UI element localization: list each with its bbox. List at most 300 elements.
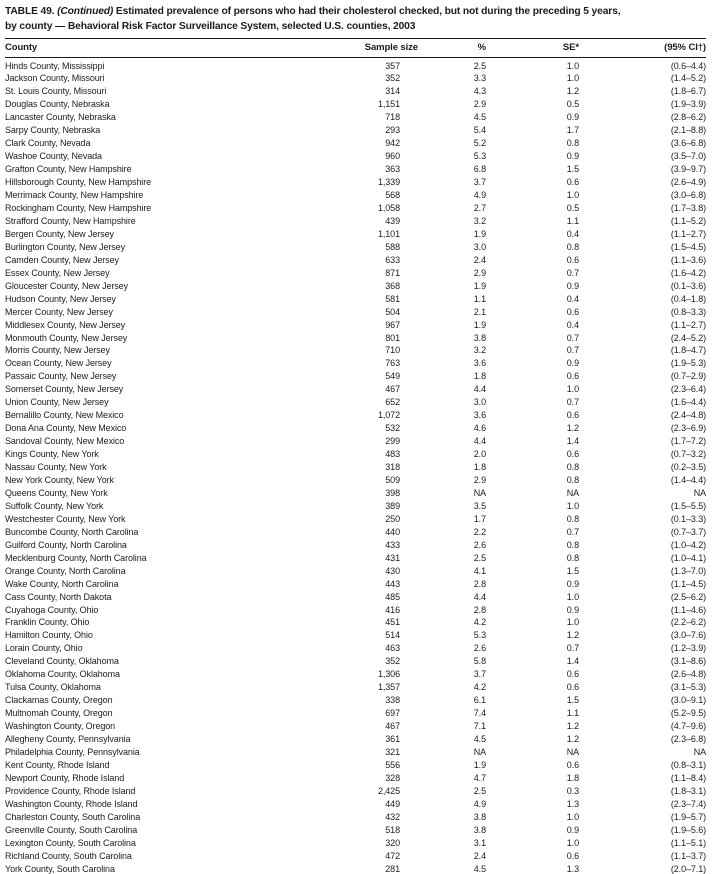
ci-cell: (0.7–3.7) bbox=[670, 526, 706, 537]
percent-cell: 3.8 bbox=[473, 824, 486, 835]
sample-size-cell: 467 bbox=[385, 721, 400, 732]
sample-size-cell: 518 bbox=[385, 824, 400, 835]
ci-cell: (3.0–6.8) bbox=[670, 190, 706, 201]
sample-size-cell: 314 bbox=[385, 86, 400, 97]
sample-size-cell: 439 bbox=[385, 215, 400, 226]
table-row bbox=[5, 98, 706, 111]
county-cell: Hillsborough County, New Hampshire bbox=[5, 177, 151, 188]
county-cell: Richland County, South Carolina bbox=[5, 850, 132, 861]
table-row bbox=[5, 370, 706, 383]
percent-cell: 5.4 bbox=[473, 125, 486, 136]
ci-cell: (1.2–3.9) bbox=[670, 643, 706, 654]
sample-size-cell: 321 bbox=[385, 747, 400, 758]
ci-cell: (1.8–3.1) bbox=[670, 785, 706, 796]
sample-size-cell: 549 bbox=[385, 371, 400, 382]
sample-size-cell: 588 bbox=[385, 241, 400, 252]
se-cell: 0.8 bbox=[566, 475, 579, 485]
county-cell: Bernalillo County, New Mexico bbox=[5, 410, 124, 421]
county-cell: Passaic County, New Jersey bbox=[5, 371, 117, 382]
percent-cell: NA bbox=[473, 487, 486, 498]
county-cell: Mecklenburg County, North Carolina bbox=[5, 552, 147, 563]
sample-size-cell: 361 bbox=[385, 734, 400, 745]
sample-size-cell: 568 bbox=[385, 190, 400, 201]
sample-size-cell: 431 bbox=[385, 552, 400, 563]
table-row bbox=[5, 293, 706, 306]
county-cell: Union County, New Jersey bbox=[5, 397, 109, 408]
ci-cell: (1.1–4.5) bbox=[670, 578, 706, 589]
se-cell: 1.5 bbox=[566, 164, 579, 175]
county-cell: Monmouth County, New Jersey bbox=[5, 332, 128, 343]
county-cell: Cleveland County, Oklahoma bbox=[5, 656, 119, 667]
table-row bbox=[5, 733, 706, 746]
ci-cell: (3.5–7.0) bbox=[670, 151, 706, 162]
sample-size-cell: 416 bbox=[385, 604, 400, 615]
se-cell: 0.6 bbox=[566, 682, 579, 693]
se-cell: 1.1 bbox=[566, 708, 579, 719]
sample-size-cell: 1,151 bbox=[377, 99, 400, 110]
percent-cell: 2.9 bbox=[473, 475, 486, 485]
table-row bbox=[5, 254, 706, 267]
percent-cell: 2.5 bbox=[473, 785, 486, 796]
county-cell: Dona Ana County, New Mexico bbox=[5, 423, 127, 434]
sample-size-cell: 483 bbox=[385, 449, 400, 460]
county-cell: Jackson County, Missouri bbox=[5, 73, 105, 84]
table-row bbox=[5, 241, 706, 254]
sample-size-cell: 299 bbox=[385, 436, 400, 447]
sample-size-cell: 763 bbox=[385, 358, 400, 369]
table-row bbox=[5, 461, 706, 474]
percent-cell: 3.7 bbox=[473, 669, 486, 680]
ci-cell: (1.1–5.2) bbox=[670, 215, 706, 226]
se-cell: 0.8 bbox=[566, 539, 579, 550]
sample-size-cell: 556 bbox=[385, 759, 400, 770]
ci-cell: (0.2–3.5) bbox=[670, 462, 706, 473]
table-row bbox=[5, 344, 706, 357]
percent-cell: 3.6 bbox=[473, 410, 486, 421]
se-cell: 0.6 bbox=[566, 850, 579, 861]
county-cell: Greenville County, South Carolina bbox=[5, 824, 138, 835]
percent-cell: 4.5 bbox=[473, 734, 486, 745]
se-cell: 0.9 bbox=[566, 280, 579, 291]
sample-size-cell: 440 bbox=[385, 526, 400, 537]
sample-size-cell: 697 bbox=[385, 708, 400, 719]
ci-cell: (1.1–3.7) bbox=[670, 850, 706, 861]
sample-size-cell: 514 bbox=[385, 630, 400, 641]
percent-cell: 5.3 bbox=[473, 630, 486, 641]
sample-size-cell: 398 bbox=[385, 487, 400, 498]
table-row bbox=[5, 280, 706, 293]
sample-size-cell: 1,072 bbox=[377, 410, 400, 421]
table-title bbox=[5, 5, 706, 34]
se-cell: 1.7 bbox=[566, 125, 579, 136]
table-row bbox=[5, 137, 706, 150]
sample-size-cell: 281 bbox=[385, 863, 400, 874]
sample-size-cell: 942 bbox=[385, 138, 400, 149]
percent-cell: 4.4 bbox=[473, 436, 486, 447]
county-cell: Westchester County, New York bbox=[5, 513, 126, 524]
percent-cell: 4.2 bbox=[473, 682, 486, 693]
table-row bbox=[5, 694, 706, 707]
table-row bbox=[5, 604, 706, 617]
sample-size-cell: 357 bbox=[385, 60, 400, 71]
sample-size-cell: 509 bbox=[385, 475, 400, 485]
ci-cell: (2.1–8.8) bbox=[670, 125, 706, 136]
percent-cell: 1.8 bbox=[473, 462, 486, 473]
percent-cell: 3.0 bbox=[473, 241, 486, 252]
percent-cell: 4.9 bbox=[473, 798, 486, 809]
table-row bbox=[5, 616, 706, 629]
sample-size-cell: 449 bbox=[385, 798, 400, 809]
county-cell: Hamilton County, Ohio bbox=[5, 630, 93, 641]
table-row bbox=[5, 332, 706, 345]
county-cell: Newport County, Rhode Island bbox=[5, 772, 125, 783]
table-row bbox=[5, 435, 706, 448]
county-cell: Orange County, North Carolina bbox=[5, 565, 126, 576]
table-row bbox=[5, 267, 706, 280]
county-cell: Nassau County, New York bbox=[5, 462, 107, 473]
se-cell: 0.9 bbox=[566, 112, 579, 123]
percent-cell: 3.0 bbox=[473, 397, 486, 408]
county-cell: Philadelphia County, Pennsylvania bbox=[5, 747, 140, 758]
county-cell: Washoe County, Nevada bbox=[5, 151, 102, 162]
table-title-line1 bbox=[5, 5, 706, 20]
se-cell: 0.8 bbox=[566, 241, 579, 252]
ci-cell: (0.1–3.3) bbox=[670, 513, 706, 524]
ci-cell: (0.8–3.1) bbox=[670, 759, 706, 770]
se-cell: 0.8 bbox=[566, 513, 579, 524]
percent-cell: 2.2 bbox=[473, 526, 486, 537]
table-row bbox=[5, 215, 706, 228]
percent-cell: 2.5 bbox=[473, 60, 486, 71]
county-cell: Providence County, Rhode Island bbox=[5, 785, 136, 796]
sample-size-cell: 801 bbox=[385, 332, 400, 343]
ci-cell: (1.1–8.4) bbox=[670, 772, 706, 783]
ci-cell: (1.5–4.5) bbox=[670, 241, 706, 252]
table-row bbox=[5, 863, 706, 874]
table-row bbox=[5, 228, 706, 241]
ci-cell: (1.1–2.7) bbox=[670, 228, 706, 239]
se-cell: 0.9 bbox=[566, 578, 579, 589]
table-number: TABLE 49. bbox=[5, 6, 58, 17]
se-cell: 1.1 bbox=[566, 215, 579, 226]
sample-size-cell: 467 bbox=[385, 384, 400, 395]
column-header-county: County bbox=[5, 39, 268, 58]
sample-size-cell: 710 bbox=[385, 345, 400, 356]
ci-cell: (2.4–4.8) bbox=[670, 410, 706, 421]
ci-cell: (3.0–9.1) bbox=[670, 695, 706, 706]
sample-size-cell: 532 bbox=[385, 423, 400, 434]
percent-cell: 1.9 bbox=[473, 228, 486, 239]
percent-cell: 3.8 bbox=[473, 811, 486, 822]
sample-size-cell: 581 bbox=[385, 293, 400, 304]
county-cell: Clackamas County, Oregon bbox=[5, 695, 113, 706]
county-cell: Washington County, Rhode Island bbox=[5, 798, 138, 809]
ci-cell: (2.3–7.4) bbox=[670, 798, 706, 809]
sample-size-cell: 293 bbox=[385, 125, 400, 136]
ci-cell: (2.6–4.9) bbox=[670, 177, 706, 188]
county-cell: Washington County, Oregon bbox=[5, 721, 116, 732]
table-row bbox=[5, 409, 706, 422]
county-cell: St. Louis County, Missouri bbox=[5, 86, 107, 97]
ci-cell: (1.1–4.6) bbox=[670, 604, 706, 615]
sample-size-cell: 432 bbox=[385, 811, 400, 822]
se-cell: 1.3 bbox=[566, 863, 579, 874]
county-cell: Middlesex County, New Jersey bbox=[5, 319, 126, 330]
se-cell: 0.3 bbox=[566, 785, 579, 796]
table-continued-marker: (Continued) bbox=[57, 6, 114, 17]
se-cell: 0.9 bbox=[566, 358, 579, 369]
table-row bbox=[5, 306, 706, 319]
ci-cell: (1.9–3.9) bbox=[670, 99, 706, 110]
se-cell: 1.5 bbox=[566, 695, 579, 706]
table-row bbox=[5, 824, 706, 837]
ci-cell: (0.4–1.8) bbox=[670, 293, 706, 304]
table-row bbox=[5, 565, 706, 578]
table-row bbox=[5, 513, 706, 526]
se-cell: 0.5 bbox=[566, 99, 579, 110]
se-cell: 0.7 bbox=[566, 345, 579, 356]
table-row bbox=[5, 189, 706, 202]
county-cell: Buncombe County, North Carolina bbox=[5, 526, 139, 537]
percent-cell: 4.3 bbox=[473, 86, 486, 97]
county-cell: Tulsa County, Oklahoma bbox=[5, 682, 101, 693]
se-cell: 1.3 bbox=[566, 798, 579, 809]
sample-size-cell: 318 bbox=[385, 462, 400, 473]
table-header-row bbox=[5, 39, 706, 58]
se-cell: 0.8 bbox=[566, 552, 579, 563]
table-row bbox=[5, 176, 706, 189]
ci-cell: (1.8–6.7) bbox=[670, 86, 706, 97]
county-cell: Douglas County, Nebraska bbox=[5, 99, 110, 110]
ci-cell: (1.7–3.8) bbox=[670, 202, 706, 213]
ci-cell: (1.0–4.1) bbox=[670, 552, 706, 563]
county-cell: Mercer County, New Jersey bbox=[5, 306, 113, 317]
ci-cell: (1.9–5.6) bbox=[670, 824, 706, 835]
percent-cell: 2.6 bbox=[473, 643, 486, 654]
ci-cell: (1.1–5.1) bbox=[670, 837, 706, 848]
county-cell: Sarpy County, Nebraska bbox=[5, 125, 101, 136]
table-row bbox=[5, 759, 706, 772]
percent-cell: 3.5 bbox=[473, 500, 486, 511]
se-cell: 0.5 bbox=[566, 202, 579, 213]
se-cell: 0.7 bbox=[566, 643, 579, 654]
county-cell: Ocean County, New Jersey bbox=[5, 358, 112, 369]
ci-cell: (1.1–2.7) bbox=[670, 319, 706, 330]
ci-cell: (0.7–3.2) bbox=[670, 449, 706, 460]
county-cell: Queens County, New York bbox=[5, 487, 108, 498]
table-row bbox=[5, 629, 706, 642]
se-cell: 0.7 bbox=[566, 397, 579, 408]
percent-cell: 2.5 bbox=[473, 552, 486, 563]
se-cell: 1.0 bbox=[566, 190, 579, 201]
ci-cell: NA bbox=[693, 747, 706, 758]
percent-cell: 3.1 bbox=[473, 837, 486, 848]
ci-cell: (0.6–4.4) bbox=[670, 60, 706, 71]
se-cell: 0.6 bbox=[566, 410, 579, 421]
ci-cell: (0.1–3.6) bbox=[670, 280, 706, 291]
county-cell: Kent County, Rhode Island bbox=[5, 759, 110, 770]
sample-size-cell: 652 bbox=[385, 397, 400, 408]
table-row bbox=[5, 798, 706, 811]
se-cell: NA bbox=[566, 487, 579, 498]
se-cell: 0.9 bbox=[566, 604, 579, 615]
ci-cell: (2.3–6.4) bbox=[670, 384, 706, 395]
percent-cell: 4.5 bbox=[473, 112, 486, 123]
county-cell: Cass County, North Dakota bbox=[5, 591, 112, 602]
se-cell: 1.8 bbox=[566, 772, 579, 783]
table-row bbox=[5, 707, 706, 720]
percent-cell: 1.9 bbox=[473, 280, 486, 291]
ci-cell: (1.6–4.2) bbox=[670, 267, 706, 278]
county-cell: Clark County, Nevada bbox=[5, 138, 91, 149]
sample-size-cell: 633 bbox=[385, 254, 400, 265]
ci-cell: (2.2–6.2) bbox=[670, 617, 706, 628]
sample-size-cell: 1,357 bbox=[377, 682, 400, 693]
sample-size-cell: 352 bbox=[385, 656, 400, 667]
percent-cell: 2.8 bbox=[473, 604, 486, 615]
table-row bbox=[5, 202, 706, 215]
percent-cell: 2.1 bbox=[473, 306, 486, 317]
ci-cell: (1.0–4.2) bbox=[670, 539, 706, 550]
percent-cell: 4.9 bbox=[473, 190, 486, 201]
percent-cell: 2.4 bbox=[473, 850, 486, 861]
percent-cell: 6.1 bbox=[473, 695, 486, 706]
county-cell: Lexington County, South Carolina bbox=[5, 837, 136, 848]
table-header bbox=[5, 39, 706, 58]
percent-cell: 1.9 bbox=[473, 759, 486, 770]
ci-cell: (1.4–4.4) bbox=[670, 475, 706, 485]
ci-cell: (1.8–4.7) bbox=[670, 345, 706, 356]
table-title-line2: by county — Behavioral Risk Factor Surveillance System, selected U.S. counties, 2003 bbox=[5, 20, 416, 32]
se-cell: 1.0 bbox=[566, 617, 579, 628]
county-cell: Guilford County, North Carolina bbox=[5, 539, 127, 550]
sample-size-cell: 363 bbox=[385, 164, 400, 175]
county-cell: Wake County, North Carolina bbox=[5, 578, 119, 589]
se-cell: 0.6 bbox=[566, 177, 579, 188]
sample-size-cell: 328 bbox=[385, 772, 400, 783]
sample-size-cell: 430 bbox=[385, 565, 400, 576]
column-header-sample-size: Sample size bbox=[268, 39, 418, 58]
se-cell: 0.4 bbox=[566, 319, 579, 330]
county-cell: Camden County, New Jersey bbox=[5, 254, 119, 265]
ci-cell: (2.5–6.2) bbox=[670, 591, 706, 602]
ci-cell: (2.3–6.9) bbox=[670, 423, 706, 434]
county-cell: Multnomah County, Oregon bbox=[5, 708, 113, 719]
ci-cell: (1.7–7.2) bbox=[670, 436, 706, 447]
se-cell: 0.7 bbox=[566, 526, 579, 537]
percent-cell: 2.8 bbox=[473, 578, 486, 589]
county-cell: Lorain County, Ohio bbox=[5, 643, 83, 654]
sample-size-cell: 463 bbox=[385, 643, 400, 654]
table-row bbox=[5, 642, 706, 655]
se-cell: 1.4 bbox=[566, 656, 579, 667]
sample-size-cell: 352 bbox=[385, 73, 400, 84]
percent-cell: 2.0 bbox=[473, 449, 486, 460]
table-row bbox=[5, 526, 706, 539]
se-cell: 0.8 bbox=[566, 138, 579, 149]
se-cell: 0.4 bbox=[566, 293, 579, 304]
county-cell: Essex County, New Jersey bbox=[5, 267, 110, 278]
percent-cell: 4.5 bbox=[473, 863, 486, 874]
ci-cell: (1.4–5.2) bbox=[670, 73, 706, 84]
se-cell: 1.0 bbox=[566, 500, 579, 511]
county-cell: Kings County, New York bbox=[5, 449, 99, 460]
table-row bbox=[5, 552, 706, 565]
table-row bbox=[5, 85, 706, 98]
se-cell: 1.4 bbox=[566, 436, 579, 447]
county-cell: Suffolk County, New York bbox=[5, 500, 104, 511]
ci-cell: (1.1–3.6) bbox=[670, 254, 706, 265]
se-cell: 0.7 bbox=[566, 267, 579, 278]
sample-size-cell: 504 bbox=[385, 306, 400, 317]
ci-cell: (1.9–5.7) bbox=[670, 811, 706, 822]
table-row bbox=[5, 785, 706, 798]
county-cell: Charleston County, South Carolina bbox=[5, 811, 141, 822]
ci-cell: (3.1–8.6) bbox=[670, 656, 706, 667]
percent-cell: 4.4 bbox=[473, 591, 486, 602]
table-row bbox=[5, 668, 706, 681]
ci-cell: (2.8–6.2) bbox=[670, 112, 706, 123]
table-row bbox=[5, 655, 706, 668]
ci-cell: (2.3–6.8) bbox=[670, 734, 706, 745]
percent-cell: 2.7 bbox=[473, 202, 486, 213]
ci-cell: (3.1–5.3) bbox=[670, 682, 706, 693]
sample-size-cell: 1,339 bbox=[377, 177, 400, 188]
sample-size-cell: 368 bbox=[385, 280, 400, 291]
se-cell: 1.2 bbox=[566, 86, 579, 97]
table-row bbox=[5, 357, 706, 370]
table-row bbox=[5, 319, 706, 332]
county-cell: Franklin County, Ohio bbox=[5, 617, 90, 628]
sample-size-cell: 1,101 bbox=[377, 228, 400, 239]
table-row bbox=[5, 396, 706, 409]
table-row bbox=[5, 837, 706, 850]
percent-cell: 4.7 bbox=[473, 772, 486, 783]
table-row bbox=[5, 383, 706, 396]
table-row bbox=[5, 487, 706, 500]
ci-cell: NA bbox=[693, 487, 706, 498]
ci-cell: (1.6–4.4) bbox=[670, 397, 706, 408]
column-header-ci: (95% CI†) bbox=[581, 39, 706, 58]
table-row bbox=[5, 500, 706, 513]
sample-size-cell: 443 bbox=[385, 578, 400, 589]
table-row bbox=[5, 772, 706, 785]
sample-size-cell: 389 bbox=[385, 500, 400, 511]
se-cell: 1.0 bbox=[566, 60, 579, 71]
county-cell: Oklahoma County, Oklahoma bbox=[5, 669, 120, 680]
percent-cell: 5.8 bbox=[473, 656, 486, 667]
percent-cell: 2.6 bbox=[473, 539, 486, 550]
percent-cell: 3.6 bbox=[473, 358, 486, 369]
percent-cell: 5.3 bbox=[473, 151, 486, 162]
ci-cell: (3.9–9.7) bbox=[670, 164, 706, 175]
county-cell: Lancaster County, Nebraska bbox=[5, 112, 116, 123]
percent-cell: 1.8 bbox=[473, 371, 486, 382]
table-row bbox=[5, 57, 706, 72]
percent-cell: 2.9 bbox=[473, 99, 486, 110]
county-cell: Bergen County, New Jersey bbox=[5, 228, 114, 239]
percent-cell: 6.8 bbox=[473, 164, 486, 175]
table-row bbox=[5, 850, 706, 863]
table-row bbox=[5, 720, 706, 733]
se-cell: NA bbox=[566, 747, 579, 758]
se-cell: 0.8 bbox=[566, 462, 579, 473]
se-cell: 0.9 bbox=[566, 824, 579, 835]
county-cell: Cuyahoga County, Ohio bbox=[5, 604, 99, 615]
county-cell: Sandoval County, New Mexico bbox=[5, 436, 125, 447]
sample-size-cell: 338 bbox=[385, 695, 400, 706]
percent-cell: 4.6 bbox=[473, 423, 486, 434]
